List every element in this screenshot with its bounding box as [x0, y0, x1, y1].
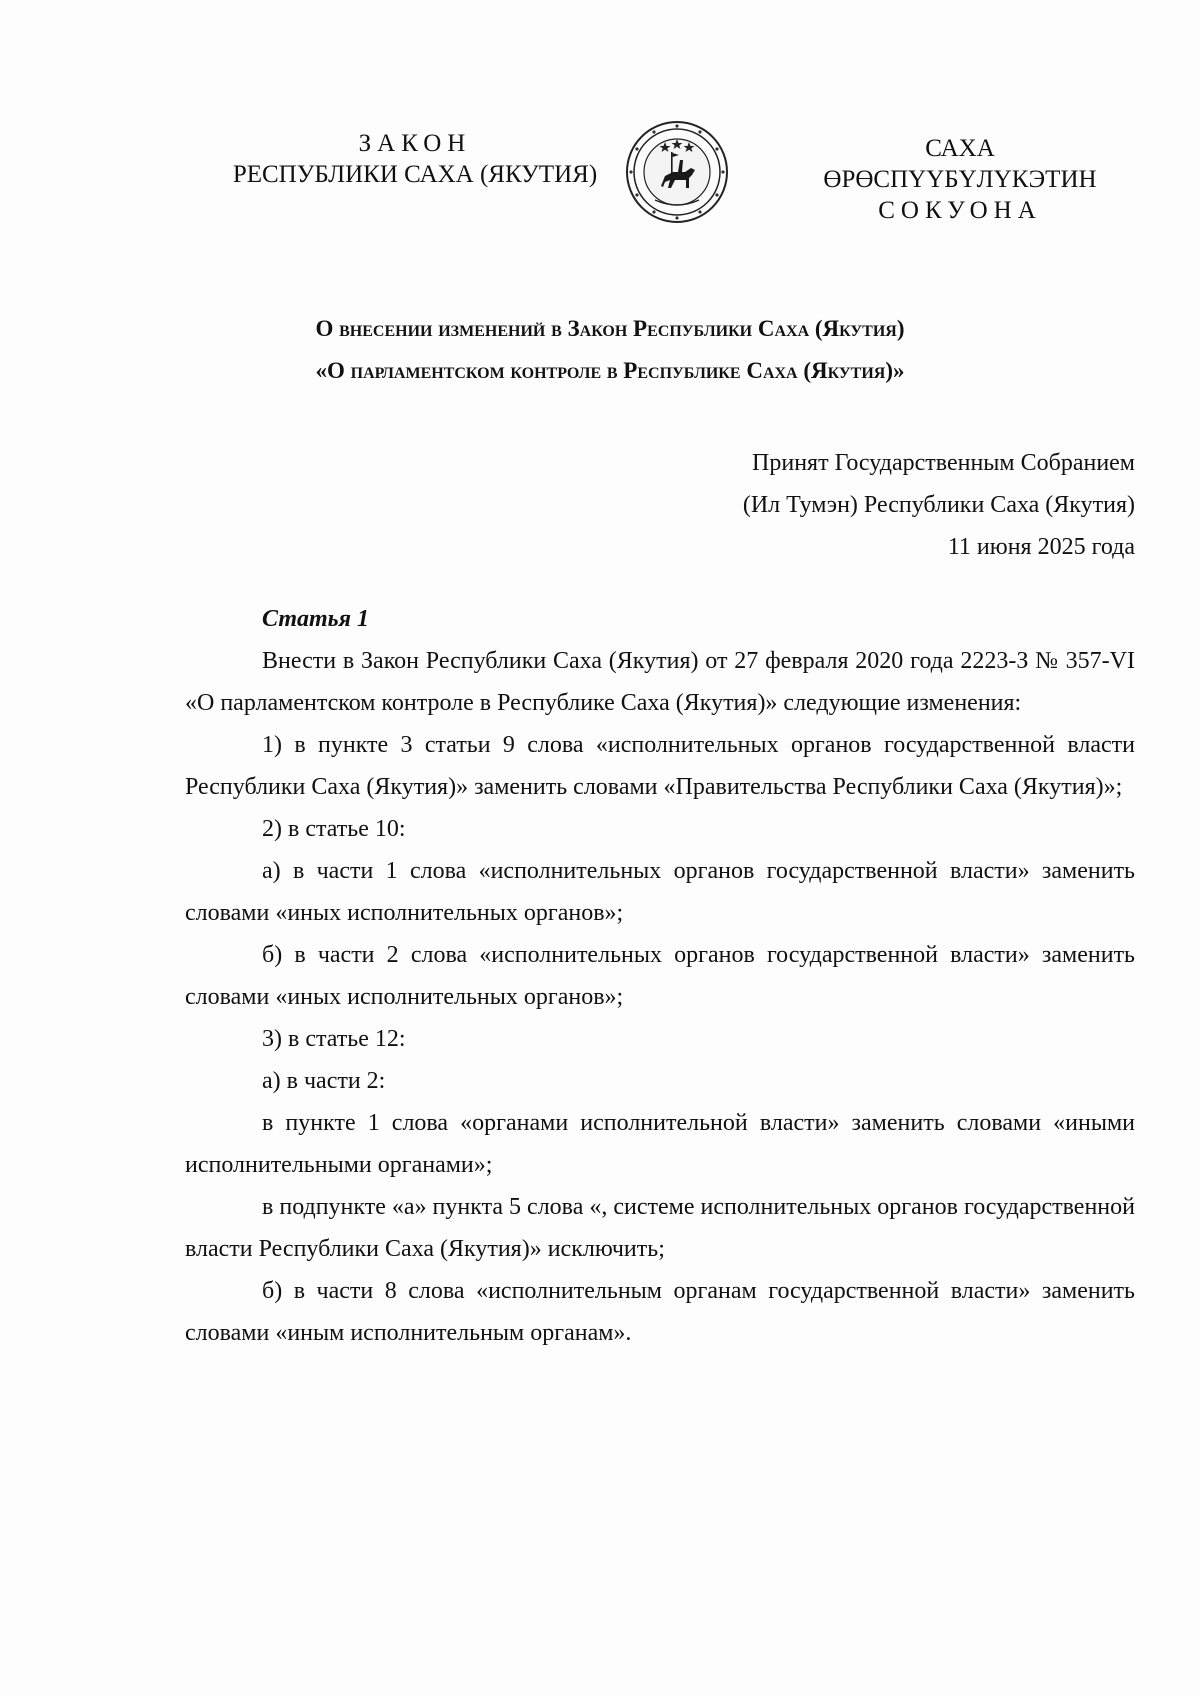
- header-left-republic: РЕСПУБЛИКИ САХА (ЯКУТИЯ): [232, 161, 598, 188]
- header-left: [230, 128, 600, 190]
- paragraph: в пункте 1 слова «органами исполнительной власти» заменить словами «иными исполнительными органами»;: [185, 1110, 1135, 1178]
- header-right-law-word: СОКУОНА: [878, 197, 1042, 224]
- paragraph: 2) в статье 10:: [262, 816, 406, 842]
- article-heading: Статья 1: [262, 606, 370, 632]
- adoption-note: [743, 442, 1135, 568]
- paragraph: б) в части 8 слова «исполнительным органам государственной власти» заменить словами «иным исполнительным органам».: [185, 1278, 1135, 1346]
- adoption-date: 11 июня 2025 года: [947, 534, 1135, 560]
- document-body: [185, 598, 1135, 1354]
- header-left-law-word: ЗАКОН: [358, 130, 472, 157]
- paragraph: 1) в пункте 3 статьи 9 слова «исполнительных органов государственной власти Республики Саха (Якутия)» заменить словами «Правительства Республики Саха (Якутия)»;: [185, 732, 1135, 800]
- document-title: [180, 308, 1040, 392]
- paragraph: 3) в статье 12:: [262, 1026, 406, 1052]
- paragraph: а) в части 2:: [262, 1068, 386, 1094]
- paragraph: б) в части 2 слова «исполнительных органов государственной власти» заменить словами «иных исполнительных органов»;: [185, 942, 1135, 1010]
- title-line-1: О внесении изменений в Закон Республики Саха (Якутия): [315, 316, 905, 341]
- paragraph: в подпункте «а» пункта 5 слова «, системе исполнительных органов государственной власти Республики Саха (Якутия)» исключить;: [185, 1194, 1135, 1262]
- adoption-line-1: Принят Государственным Собранием: [752, 450, 1135, 476]
- adoption-line-2: (Ил Тумэн) Республики Саха (Якутия): [742, 492, 1135, 518]
- title-line-2: «О парламентском контроле в Республике Саха (Якутия)»: [315, 358, 905, 383]
- paragraph: а) в части 1 слова «исполнительных органов государственной власти» заменить словами «иных исполнительных органов»;: [185, 858, 1135, 926]
- paragraph: Внести в Закон Республики Саха (Якутия) от 27 февраля 2020 года 2223-З № 357-VI «О парламентском контроле в Республике Саха (Якутия)» следующие изменения:: [185, 648, 1135, 716]
- header-right-republic: САХА ӨРӨСПҮҮБҮЛҮКЭТИН: [823, 135, 1097, 193]
- sakha-coat-of-arms-icon: [625, 120, 729, 224]
- header-right: [790, 133, 1130, 226]
